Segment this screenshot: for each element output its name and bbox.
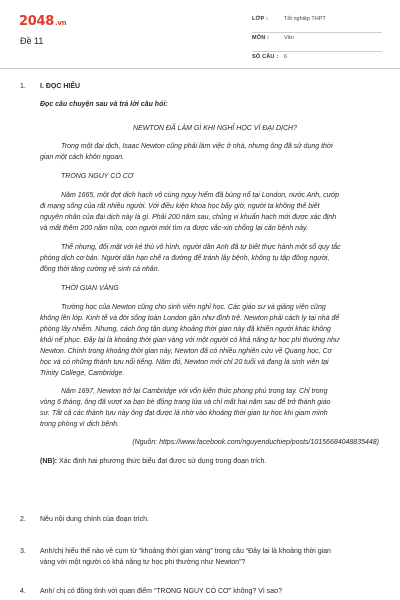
paragraph-line: gian một cách khôn ngoan. <box>40 154 125 161</box>
question-number: 1. <box>20 83 26 90</box>
paragraph-line: phòng lây nhiễm. Nhưng, cách ông tận dụng khoảng thời gian này đã khiến người khác không <box>40 326 331 333</box>
question-text: Anh/ chị có đồng tình với quan điểm “TRONG NGUY CÓ CƠ” không? Vì sao? <box>40 588 282 595</box>
story-title: NEWTON ĐÃ LÀM GÌ KHI NGHỈ HỌC VÌ ĐẠI DỊCH? <box>132 125 297 132</box>
paragraph-line: Trường học của Newton cũng cho sinh viên nghỉ học. Các giáo sư và giảng viên cũng <box>61 304 326 311</box>
instruction: Đọc câu chuyện sau và trả lời câu hỏi: <box>40 101 168 108</box>
meta-value: 6 <box>284 54 288 60</box>
question-number: 2. <box>20 516 26 523</box>
logo-suffix: .vn <box>54 19 67 27</box>
site-logo[interactable] <box>19 14 66 29</box>
source-citation: (Nguồn: https://www.facebook.com/nguyenduchiep/posts/10156684048835448) <box>132 439 379 446</box>
header <box>0 0 400 68</box>
paragraph-line: nguyên nhân của đại dịch này là gì. Phải 200 năm sau, chủng vi khuẩn hạch mới được xác định <box>40 214 337 221</box>
nb-question <box>40 456 266 467</box>
paragraph-line: Newton. Chính trong khoảng thời gian này, Newton đã có nhiều nghiên cứu về Quang học, Cơ <box>40 348 332 355</box>
subheading: THỜI GIAN VÀNG <box>61 285 119 292</box>
meta-row-subject <box>252 33 382 52</box>
paragraph-line: Năm 1665, một đợt dịch hạch vô cùng nguy hiểm đã bùng nổ tại London, nước Anh, cướp <box>61 192 340 199</box>
question-number: 4. <box>20 588 26 595</box>
header-divider <box>0 68 400 69</box>
meta-value: Văn <box>284 35 294 41</box>
meta-row-class <box>252 14 382 33</box>
nb-label: (NB): <box>40 458 58 465</box>
paragraph-line: sư. Tất cả các thành tựu này ông đạt được là nhờ vào khoảng thời gian tự học khi giam mình <box>40 410 328 417</box>
paragraph-line: Thế nhưng, đối mặt với kẻ thù vô hình, người dân Anh đã tự biết thực hành một số quy tắc <box>61 244 341 251</box>
paragraph-line: khỏi nể phục. Đây lại là khoảng thời gian vàng với một người có khả năng tự học phi thường như <box>40 337 340 344</box>
section-title: I. ĐỌC HIỂU <box>40 83 81 90</box>
paragraph-line: vòng 6 tháng, ông đã vượt xa bạn bè đồng trang lứa và chỉ mất hai năm sau để trở thành giáo <box>40 399 331 406</box>
paragraph-line: đồng thời tăng cường vệ sinh cá nhân. <box>40 266 160 273</box>
question-text: Nêu nội dung chính của đoạn trích. <box>40 516 149 523</box>
exam-title: Đề 11 <box>20 36 44 46</box>
paragraph-line: đi mạng sống của rất nhiều người. Với điều kiện khoa học bấy giờ, người ta không thể biết <box>40 203 320 210</box>
paragraph-line: trong phòng vì dịch bệnh. <box>40 421 120 428</box>
nb-text: Xác định hai phương thức biểu đạt được sử dụng trong đoạn trích. <box>57 458 267 465</box>
paragraph-line: học và có những thành tựu nổi tiếng. Năm đó, Newton mới chỉ 20 tuổi và đang là sinh viên tại <box>40 359 329 366</box>
subheading: TRONG NGUY CÓ CƠ <box>61 173 134 180</box>
meta-value: Tốt nghiệp THPT <box>284 16 326 22</box>
paragraph-line: không lên lớp. Kinh tế và đời sống toàn London gần như đình trệ. Newton phải cách ly tại nhà để <box>40 315 340 322</box>
meta-key: LỚP : <box>252 16 268 22</box>
question-text: Anh/chị hiểu thế nào về cụm từ “khoảng thời gian vàng” trong câu “Đây lại là khoảng thời gian <box>40 548 331 555</box>
question-text: vàng với một người có khả năng tự học phi thường như Newton”? <box>40 559 246 566</box>
exam-meta <box>252 14 382 70</box>
paragraph-line: Trinity College, Cambridge. <box>40 370 125 377</box>
paragraph-line: phòng dịch cơ bản. Người dân hạn chế ra đường để tránh lây bệnh, không tụ tập đông người, <box>40 255 330 262</box>
paragraph-line: Năm 1697, Newton trở lại Cambridge với vốn kiến thức phong phú trong tay. Chỉ trong <box>61 388 328 395</box>
logo-main: 2048 <box>19 14 54 29</box>
paragraph-line: và mất thêm 200 năm nữa, con người mới tìm ra được vắc-xin chống lại căn bệnh này. <box>40 225 308 232</box>
meta-key: SỐ CÂU : <box>252 54 279 60</box>
question-number: 3. <box>20 548 26 555</box>
paragraph-line: Trong một đại dịch, Isaac Newton cũng phải làm việc ở nhà, nhưng ông đã sử dụng thời <box>61 143 333 150</box>
meta-key: MÔN : <box>252 35 270 41</box>
